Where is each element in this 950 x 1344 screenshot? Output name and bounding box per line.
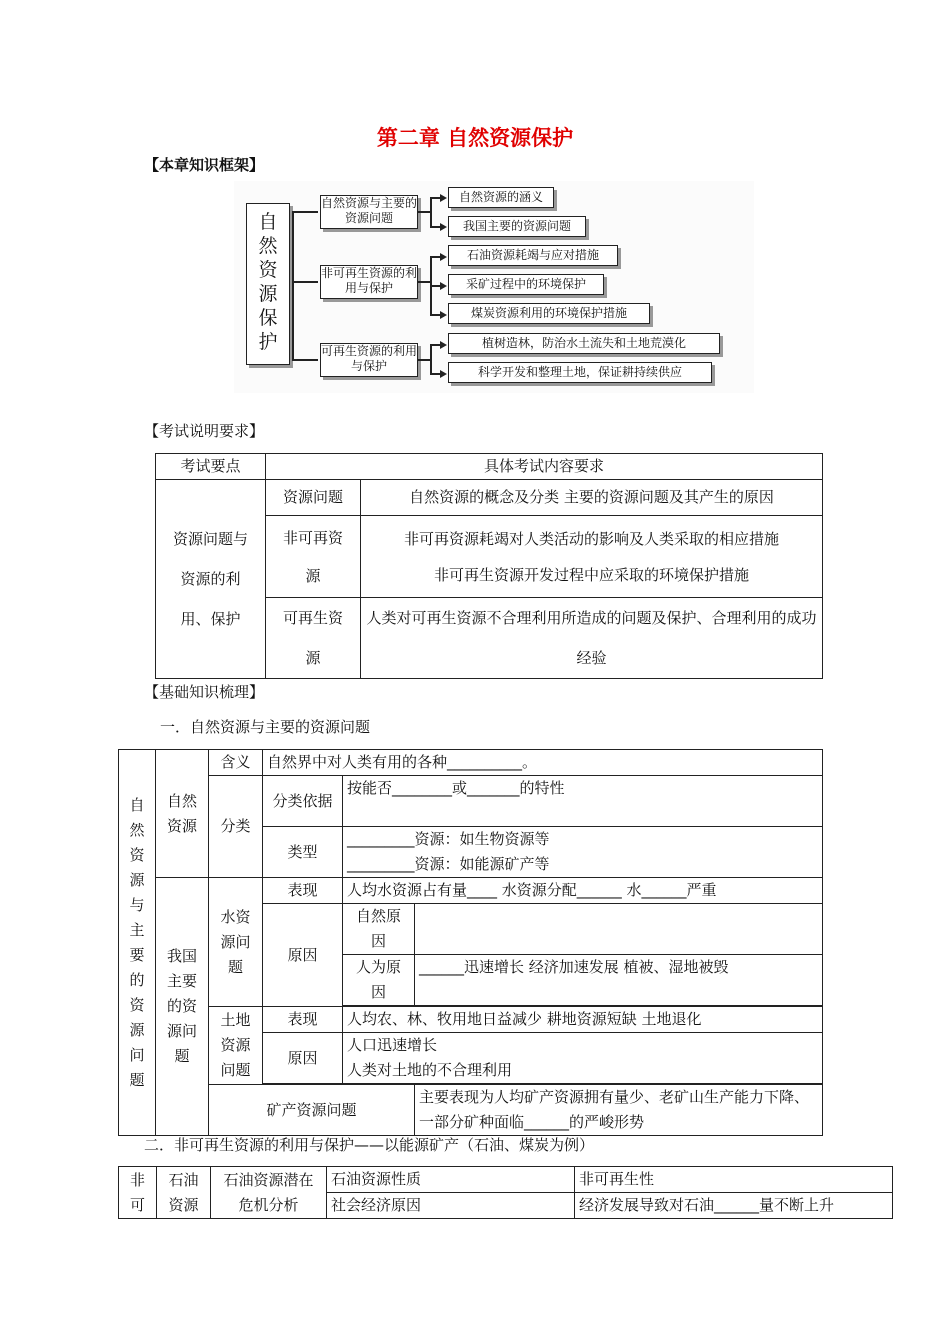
land-label: 土地资源问题: [209, 1007, 263, 1085]
leaf-box: [448, 274, 604, 295]
leaf-box: [448, 216, 586, 237]
exam-key: 资源问题: [266, 480, 361, 516]
section-1-title: 一．自然资源与主要的资源问题: [160, 718, 371, 736]
leaf-label: 石油资源耗竭与应对措施: [466, 248, 599, 262]
basis-label: 分类依据: [263, 776, 343, 827]
branch-box-1: [320, 195, 418, 229]
land-cause-1: 人口迅速增长: [347, 1036, 438, 1054]
oil-economic-label: 社会经济原因: [327, 1193, 575, 1219]
non-renewable-label: 非可: [119, 1167, 157, 1219]
leaf-label: 我国主要的资源问题: [462, 219, 571, 233]
cause-label: 原因: [263, 1033, 343, 1084]
water-label: 水资源问题: [209, 878, 263, 1007]
oil-property-label: 石油资源性质: [327, 1167, 575, 1193]
leaf-box: [448, 362, 712, 383]
exam-value: 人类对可再生资源不合理利用所造成的问题及保护、合理利用的成功经验: [361, 598, 823, 679]
oil-economic-value: 经济发展导致对石油______量不断上升: [575, 1193, 893, 1219]
exam-value: 非可再生资源开发过程中应采取的环境保护措施: [433, 565, 749, 584]
oil-resource-label: 石油资源: [157, 1167, 211, 1219]
type-value-2: _________资源：如能源矿产等: [343, 852, 823, 878]
exam-topic: 资源问题与资源的利用、保护: [156, 480, 266, 679]
branch-box-2: [320, 265, 418, 299]
leaf-box: [448, 333, 720, 354]
exam-col2: 具体考试内容要求: [266, 454, 823, 480]
leaf-box: [448, 303, 650, 324]
oil-table: [118, 1166, 893, 1219]
exam-col1: 考试要点: [156, 454, 266, 480]
leaf-box: [448, 245, 618, 266]
exam-heading: 【考试说明要求】: [144, 422, 265, 440]
leaf-label: 采矿过程中的环境保护: [465, 277, 586, 291]
root-box: [246, 203, 290, 365]
resource-vertical-label: 自然资源与主要的资源问题: [119, 750, 156, 1136]
land-cause-2: 人类对土地的不合理利用: [347, 1061, 513, 1079]
knowledge-framework-diagram: [234, 181, 754, 393]
natural-resources-label: 自然资源: [156, 750, 209, 878]
branch-label: 非可再生资源的利用与保护: [321, 266, 418, 295]
manifestation-label: 表现: [263, 1007, 343, 1033]
leaf-label: 植树造林，防治水土流失和土地荒漠化: [481, 336, 686, 350]
meaning-label: 含义: [209, 750, 263, 776]
leaf-label: 自然资源的涵义: [458, 190, 543, 204]
oil-property-value: 非可再生性: [575, 1167, 893, 1193]
root-label: 自然资源保护: [258, 211, 278, 353]
resource-table: [118, 749, 823, 1136]
exam-value: 自然资源的概念及分类 主要的资源问题及其产生的原因: [361, 480, 823, 516]
oil-crisis-label: 石油资源潜在危机分析: [211, 1167, 327, 1219]
water-manifestation: 人均水资源占有量____ 水资源分配______ 水______严重: [343, 878, 823, 904]
mineral-label: 矿产资源问题: [209, 1085, 415, 1136]
section-2-title: 二．非可再生资源的利用与保护——以能源矿产（石油、煤炭为例）: [144, 1136, 595, 1154]
exam-table: [155, 453, 823, 679]
branch-label: 可再生资源的利用与保护: [321, 344, 418, 373]
exam-key: 非可再资源: [266, 516, 361, 598]
type-label: 类型: [263, 827, 343, 878]
natural-cause-label: 自然原因: [343, 904, 415, 955]
china-resource-problems-label: 我国主要的资源问题: [156, 878, 209, 1136]
leaf-label: 科学开发和整理土地，保证耕持续供应: [477, 365, 682, 379]
human-cause-label: 人为原因: [343, 955, 415, 1006]
classification-label: 分类: [209, 776, 263, 878]
land-manifestation: 人均农、林、牧用地日益减少 耕地资源短缺 土地退化: [343, 1007, 823, 1033]
branch-label: 自然资源与主要的资源问题: [321, 196, 418, 225]
branch-box-3: [320, 343, 418, 377]
mineral-value: 主要表现为人均矿产资源拥有量少、老矿山生产能力下降、一部分矿种面临______的严峻形势: [415, 1085, 823, 1136]
meaning-value: 自然界中对人类有用的各种__________。: [263, 750, 823, 776]
natural-cause-value: [415, 904, 823, 955]
basis-value: 按能否________或_______的特性: [343, 776, 823, 827]
leaf-box: [448, 187, 554, 208]
manifestation-label: 表现: [263, 878, 343, 904]
page-title: 第二章 自然资源保护: [376, 126, 574, 150]
leaf-label: 煤炭资源利用的环境保护措施: [470, 306, 627, 320]
human-cause-value: ______迅速增长 经济加速发展 植被、湿地被毁: [415, 955, 823, 1006]
exam-value: 非可再资源耗竭对人类活动的影响及人类采取的相应措施: [403, 529, 779, 548]
cause-label: 原因: [263, 904, 343, 1007]
type-value-1: _________资源：如生物资源等: [343, 827, 823, 853]
basic-heading: 【基础知识梳理】: [144, 683, 265, 701]
framework-heading: 【本章知识框架】: [144, 156, 265, 174]
exam-key: 可再生资源: [266, 598, 361, 679]
